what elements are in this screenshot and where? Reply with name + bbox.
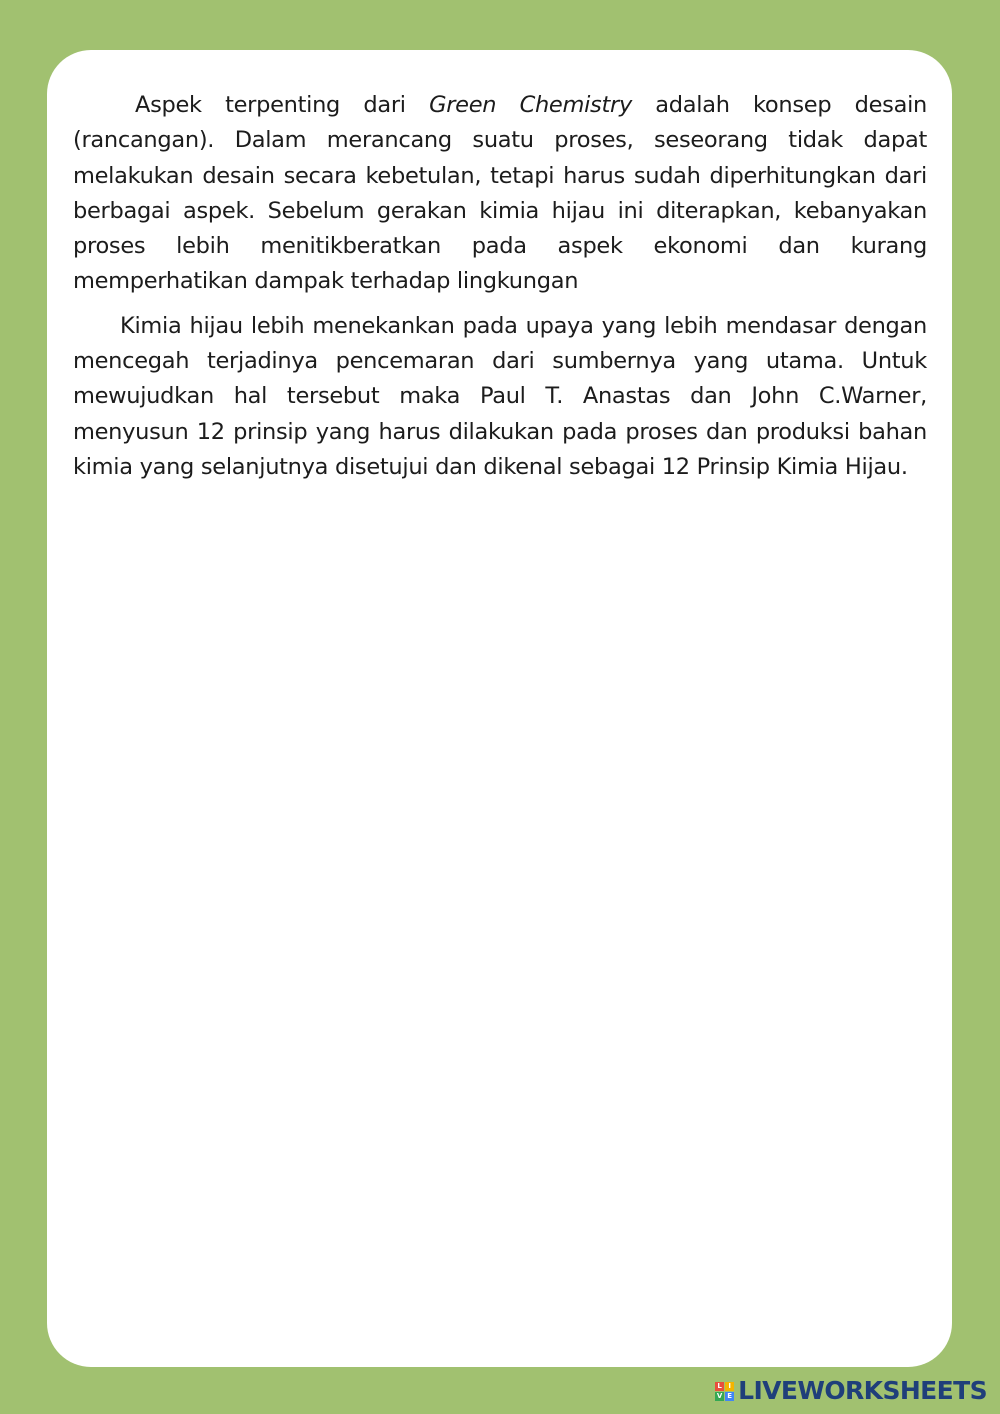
paragraph-1-rest: adalah konsep desain (rancangan). Dalam merancang suatu proses, seseorang tidak dapat melakukan desain secara kebetulan, tetapi harus sudah diperhitungkan dari berbagai aspek. Sebelum gerakan kimia hijau ini diterapkan, kebanyakan proses lebih menitikberatkan pada aspek ekonomi dan kurang memperhatikan dampak terhadap lingkungan: [73, 92, 927, 295]
paragraph-green-chemistry-design: [73, 88, 927, 300]
paragraph-kimia-hijau-principles: Kimia hijau lebih menekankan pada upaya yang lebih mendasar dengan mencegah terjadinya pencemaran dari sumbernya yang utama. Untuk mewujudkan hal tersebut maka Paul T. Anastas dan John C.Warner, menyusun 12 prinsip yang harus dilakukan pada proses dan produksi bahan kimia yang selanjutnya disetujui dan dikenal sebagai 12 Prinsip Kimia Hijau.: [73, 312, 927, 480]
worksheet-page: [47, 50, 952, 1367]
green-chemistry-term: Green Chemistry: [429, 92, 632, 118]
liveworksheets-wordmark: LIVEWORKSHEETS: [738, 1376, 987, 1405]
logo-letter-i: I: [725, 1382, 734, 1391]
liveworksheets-logo: [715, 1376, 987, 1406]
logo-letter-v: V: [716, 1391, 723, 1400]
liveworksheets-icon: [715, 1382, 734, 1401]
paragraph-1-lead: Aspek terpenting dari: [135, 92, 430, 118]
logo-letter-e: E: [725, 1392, 734, 1401]
logo-letter-l: L: [715, 1382, 724, 1391]
